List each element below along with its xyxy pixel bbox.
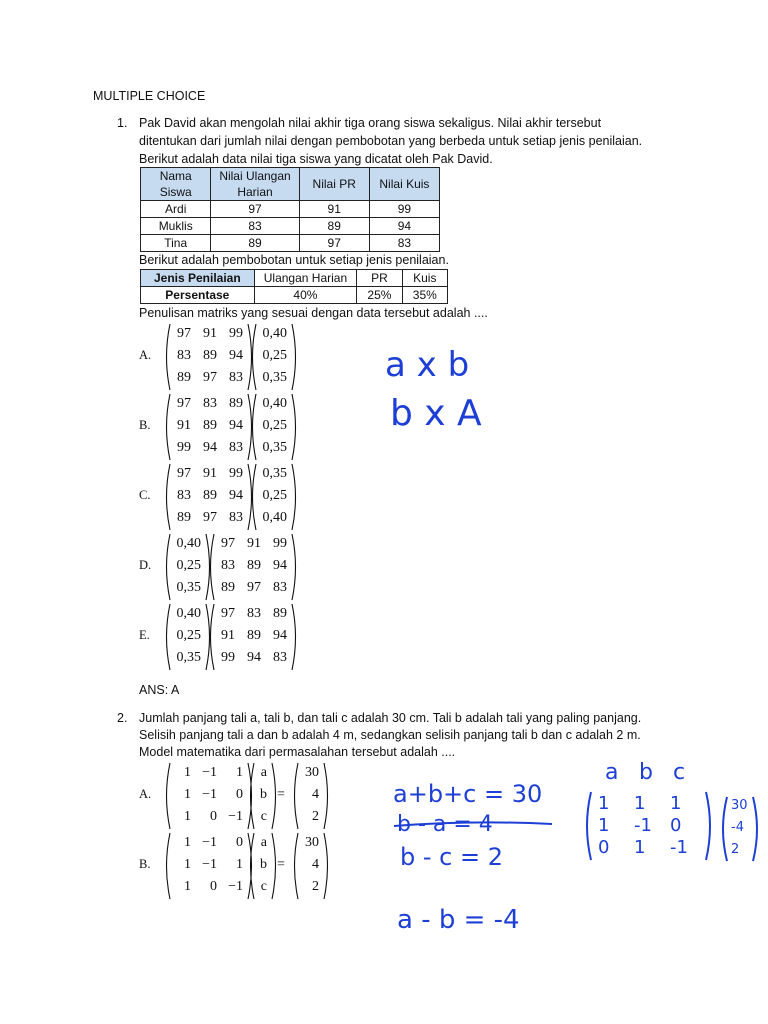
table-header: Nilai Kuis	[369, 168, 439, 201]
matrix-entry: 4	[312, 857, 319, 872]
q1-number: 1.	[117, 116, 128, 130]
matrix-entry: 91	[177, 418, 191, 433]
matrix-entry: 0,35	[262, 370, 287, 385]
matrix-entry: b	[260, 857, 267, 872]
q1-line-2: ditentukan dari jumlah nilai dengan pembobotan yang berbeda untuk setiap jenis penilaian.	[139, 134, 643, 148]
handwritten-entry: 1	[598, 793, 610, 814]
heading: MULTIPLE CHOICE	[93, 89, 206, 103]
handwriting-note: b x A	[390, 393, 482, 434]
handwritten-entry: 0	[598, 837, 610, 858]
handwritten-right-bracket	[752, 795, 762, 863]
matrix-entry: 4	[312, 787, 319, 802]
handwritten-left-bracket	[718, 795, 728, 863]
table-cell: 94	[369, 218, 439, 235]
matrix-entry: 1	[184, 857, 191, 872]
matrix-entry: 97	[221, 606, 235, 621]
table-cell: 83	[211, 218, 299, 235]
handwriting-note: a+b+c = 30	[393, 780, 543, 808]
handwritten-right-bracket	[705, 790, 715, 862]
matrix-entry: 0,35	[262, 466, 287, 481]
table-header: Nama Siswa	[141, 168, 211, 201]
equals-sign: =	[277, 787, 285, 802]
matrix-entry: 89	[177, 510, 191, 525]
handwritten-header: b	[639, 760, 653, 785]
right-parenthesis	[291, 533, 299, 601]
matrix-entry: 1	[236, 765, 243, 780]
table-cell: 97	[211, 201, 299, 218]
table-row	[141, 235, 440, 252]
q2-number: 2.	[117, 711, 128, 725]
matrix-entry: 30	[305, 835, 319, 850]
matrix-entry: 0,25	[262, 348, 287, 363]
handwritten-entry: 2	[731, 842, 740, 857]
table-cell: Persentase	[141, 287, 255, 304]
matrix-entry: 0,25	[262, 488, 287, 503]
matrix-entry: 83	[221, 558, 235, 573]
handwritten-entry: 1	[634, 837, 646, 858]
matrix-entry: 91	[203, 326, 217, 341]
table-cell: 40%	[254, 287, 357, 304]
matrix-entry: 83	[177, 488, 191, 503]
matrix-entry: 0,40	[176, 606, 201, 621]
matrix-entry: 94	[229, 488, 243, 503]
right-parenthesis	[323, 832, 331, 900]
matrix-entry: 83	[229, 440, 243, 455]
strikethrough-line	[392, 818, 554, 832]
matrix-entry: 0,40	[262, 510, 287, 525]
matrix-entry: 97	[177, 466, 191, 481]
matrix-entry: 0,40	[262, 396, 287, 411]
table-cell: Ardi	[141, 201, 211, 218]
equals-sign: =	[277, 857, 285, 872]
matrix-entry: 97	[177, 396, 191, 411]
matrix-entry: 83	[177, 348, 191, 363]
matrix-entry: 94	[229, 348, 243, 363]
matrix-entry: 94	[203, 440, 217, 455]
handwriting-note: b - a = 4	[397, 812, 493, 837]
answer: ANS: A	[139, 683, 180, 697]
table-header: Jenis Penilaian	[141, 270, 255, 287]
handwritten-entry: 1	[634, 793, 646, 814]
matrix-entry: 89	[203, 348, 217, 363]
right-parenthesis	[291, 603, 299, 671]
table-row	[141, 201, 440, 218]
matrix-entry: −1	[228, 809, 243, 824]
option-label: E.	[139, 628, 150, 642]
matrix-entry: 99	[229, 326, 243, 341]
matrix-entry: a	[260, 765, 267, 780]
table-cell: 91	[299, 201, 369, 218]
matrix-entry: 0,35	[262, 440, 287, 455]
matrix-entry: 1	[184, 787, 191, 802]
matrix-entry: 99	[229, 466, 243, 481]
matrix-entry: 1	[184, 835, 191, 850]
matrix-entry: 89	[273, 606, 287, 621]
matrix-entry: 0	[210, 809, 217, 824]
matrix-entry: −1	[202, 857, 217, 872]
matrix-entry: 83	[273, 650, 287, 665]
matrix-entry: 89	[203, 418, 217, 433]
matrix-entry: 0	[236, 787, 243, 802]
option-label: A.	[139, 348, 152, 362]
table-cell: Muklis	[141, 218, 211, 235]
q1-line-1: Pak David akan mengolah nilai akhir tiga orang siswa sekaligus. Nilai akhir tersebut	[139, 116, 602, 130]
matrix-entry: 0	[210, 879, 217, 894]
handwriting-note: a x b	[385, 345, 470, 385]
matrix-entry: 97	[177, 326, 191, 341]
handwritten-entry: -1	[634, 815, 652, 836]
table-cell: 89	[211, 235, 299, 252]
matrix-entry: 0,25	[176, 628, 201, 643]
matrix-entry: 99	[273, 536, 287, 551]
matrix-entry: 91	[247, 536, 261, 551]
q2-line-3: Model matematika dari permasalahan tersebut adalah ....	[139, 745, 456, 759]
handwritten-entry: -1	[670, 837, 688, 858]
matrix-entry: 2	[312, 879, 319, 894]
matrix-entry: 83	[229, 510, 243, 525]
matrix-entry: 99	[177, 440, 191, 455]
table-header: Nilai PR	[299, 168, 369, 201]
table-header: PR	[357, 270, 402, 287]
table-row	[141, 218, 440, 235]
table-cell: 35%	[402, 287, 447, 304]
right-parenthesis	[323, 762, 331, 830]
table-header: Nilai Ulangan Harian	[211, 168, 299, 201]
matrix-entry: 83	[247, 606, 261, 621]
matrix-entry: 83	[273, 580, 287, 595]
matrix-entry: a	[260, 835, 267, 850]
matrix-entry: 1	[184, 765, 191, 780]
matrix-entry: 2	[312, 809, 319, 824]
matrix-entry: 1	[184, 809, 191, 824]
table-header: Ulangan Harian	[254, 270, 357, 287]
option-label: A.	[139, 787, 152, 801]
matrix-entry: 0,40	[262, 326, 287, 341]
right-parenthesis	[291, 463, 299, 531]
matrix-entry: −1	[202, 835, 217, 850]
matrix-entry: 94	[247, 650, 261, 665]
matrix-entry: 0,25	[176, 558, 201, 573]
handwritten-entry: 1	[670, 793, 682, 814]
table-cell: 97	[299, 235, 369, 252]
matrix-entry: 94	[273, 558, 287, 573]
matrix-entry: 97	[203, 370, 217, 385]
matrix-entry: 97	[203, 510, 217, 525]
matrix-entry: 0	[236, 835, 243, 850]
matrix-entry: 97	[221, 536, 235, 551]
matrix-entry: 99	[221, 650, 235, 665]
option-label: B.	[139, 857, 151, 871]
right-parenthesis	[291, 393, 299, 461]
handwriting-note: a - b = -4	[397, 905, 520, 935]
handwritten-left-bracket	[582, 790, 592, 862]
scores-table	[140, 167, 440, 252]
q2-line-2: Selisih panjang tali a dan b adalah 4 m, sedangkan selisih panjang tali b dan c adalah 2 m.	[139, 728, 641, 742]
matrix-entry: 83	[229, 370, 243, 385]
matrix-entry: 89	[247, 628, 261, 643]
table-header: Kuis	[402, 270, 447, 287]
handwriting-note: b - c = 2	[400, 843, 503, 871]
matrix-entry: 89	[177, 370, 191, 385]
option-label: C.	[139, 488, 151, 502]
handwritten-entry: 0	[670, 815, 682, 836]
handwritten-entry: 1	[598, 815, 610, 836]
option-label: B.	[139, 418, 151, 432]
matrix-entry: 94	[273, 628, 287, 643]
matrix-entry: 1	[236, 857, 243, 872]
right-parenthesis	[291, 323, 299, 391]
matrix-entry: −1	[228, 879, 243, 894]
table-cell: Tina	[141, 235, 211, 252]
matrix-entry: 89	[229, 396, 243, 411]
matrix-entry: −1	[202, 787, 217, 802]
matrix-entry: 0,35	[176, 580, 201, 595]
matrix-entry: c	[260, 879, 267, 894]
matrix-entry: 91	[203, 466, 217, 481]
q2-line-1: Jumlah panjang tali a, tali b, dan tali c adalah 30 cm. Tali b adalah tali yang paling panjang.	[139, 711, 642, 725]
handwritten-entry: 30	[731, 798, 748, 813]
matrix-entry: 0,35	[176, 650, 201, 665]
matrix-entry: 0,40	[176, 536, 201, 551]
matrix-entry: −1	[202, 765, 217, 780]
table-cell: 89	[299, 218, 369, 235]
matrix-entry: 83	[203, 396, 217, 411]
table-cell: 99	[369, 201, 439, 218]
matrix-entry: 1	[184, 879, 191, 894]
handwritten-header: a	[605, 760, 619, 785]
table-row	[141, 287, 448, 304]
matrix-entry: 94	[229, 418, 243, 433]
table-cell: 25%	[357, 287, 402, 304]
matrix-entry: 91	[221, 628, 235, 643]
q1-line-3: Berikut adalah data nilai tiga siswa yang dicatat oleh Pak David.	[139, 152, 493, 166]
matrix-entry: 89	[203, 488, 217, 503]
matrix-entry: 30	[305, 765, 319, 780]
matrix-entry: 89	[221, 580, 235, 595]
q1-prompt: Penulisan matriks yang sesuai dengan data tersebut adalah ....	[139, 306, 488, 320]
matrix-entry: b	[260, 787, 267, 802]
matrix-entry: c	[260, 809, 267, 824]
matrix-entry: 97	[247, 580, 261, 595]
table-cell: 83	[369, 235, 439, 252]
weights-table	[140, 269, 448, 304]
matrix-entry: 89	[247, 558, 261, 573]
matrix-entry: 0,25	[262, 418, 287, 433]
handwritten-header: c	[673, 760, 686, 785]
option-label: D.	[139, 558, 152, 572]
weights-intro: Berikut adalah pembobotan untuk setiap jenis penilaian.	[139, 253, 449, 267]
handwritten-entry: -4	[731, 820, 744, 835]
